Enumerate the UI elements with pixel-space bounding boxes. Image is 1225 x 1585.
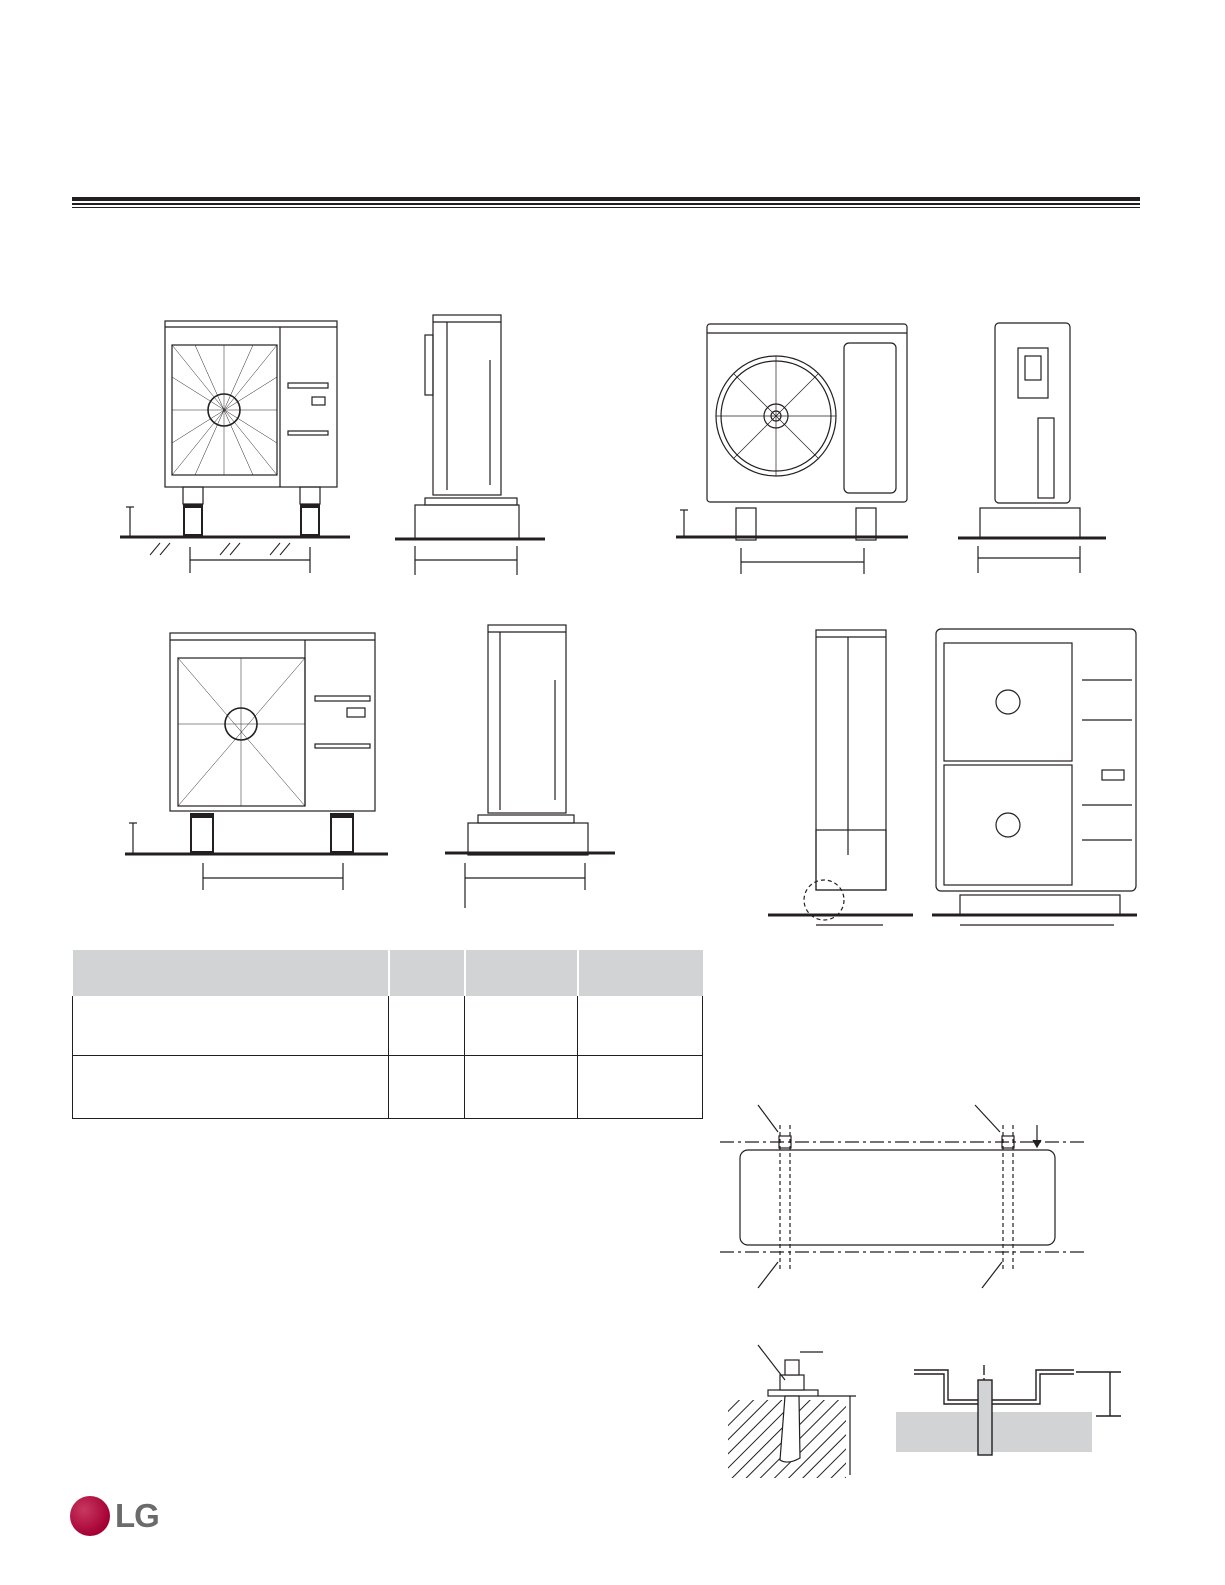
unit-b-side-view bbox=[958, 318, 1113, 578]
unit-d-side-view bbox=[768, 625, 918, 940]
header-rule-mid bbox=[72, 203, 1140, 205]
lg-logo-text: LG bbox=[115, 1497, 159, 1534]
lg-logo-icon bbox=[70, 1496, 110, 1536]
base-top-view-diagram bbox=[720, 1100, 1090, 1290]
table-cell bbox=[578, 1056, 703, 1119]
unit-a-side-view bbox=[395, 310, 550, 585]
lg-logo bbox=[70, 1494, 159, 1538]
unit-b-front-view bbox=[676, 318, 916, 580]
table-cell bbox=[465, 996, 578, 1056]
base-bracket-detail bbox=[896, 1360, 1126, 1460]
header-rule-thin bbox=[72, 207, 1140, 208]
table-cell bbox=[578, 996, 703, 1056]
table-cell bbox=[73, 1056, 389, 1119]
unit-c-side-view bbox=[440, 620, 620, 910]
unit-c-front-view bbox=[125, 628, 395, 893]
table-cell bbox=[73, 996, 389, 1056]
table-header-cell bbox=[578, 950, 703, 996]
unit-a-front-view bbox=[120, 315, 360, 580]
table-cell bbox=[389, 1056, 465, 1119]
table-header-row bbox=[73, 950, 703, 996]
table-cell bbox=[389, 996, 465, 1056]
unit-d-front-view bbox=[932, 625, 1142, 940]
table-header-cell bbox=[73, 950, 389, 996]
header-rule-thick bbox=[72, 197, 1140, 201]
table-cell bbox=[465, 1056, 578, 1119]
table-header-cell bbox=[389, 950, 465, 996]
anchor-bolt-detail bbox=[728, 1340, 863, 1480]
table-row bbox=[73, 996, 703, 1056]
specification-table bbox=[72, 950, 703, 1119]
table-row bbox=[73, 1056, 703, 1119]
table-header-cell bbox=[465, 950, 578, 996]
